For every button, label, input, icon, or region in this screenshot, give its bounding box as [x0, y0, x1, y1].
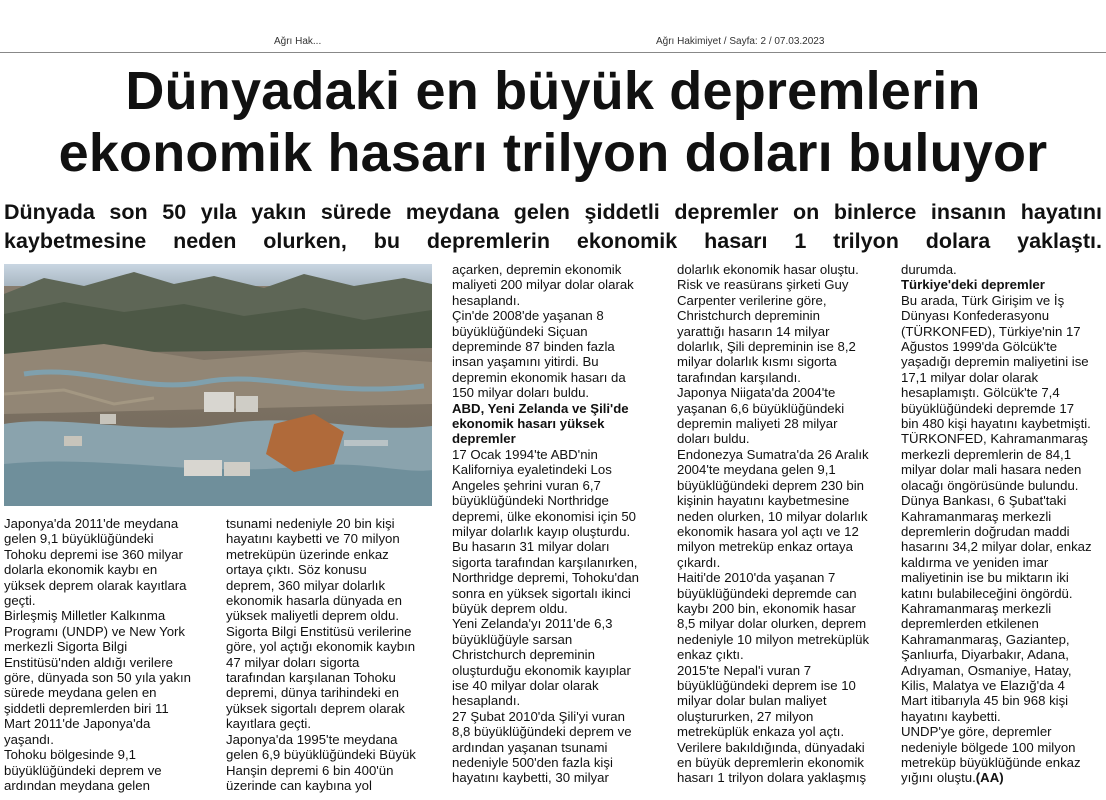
- article-line: metreküpün üzerinde enkaz: [226, 546, 389, 562]
- article-line: Kahramanmaraş, Gaziantep,: [901, 631, 1070, 647]
- article-line: yüksek deprem olarak kayıtlara: [4, 577, 187, 593]
- article-line: tsunami nedeniyle 20 bin kişi: [226, 516, 395, 531]
- headline: [2, 60, 1104, 184]
- article-line: Japonya'da 2011'de meydana: [4, 516, 179, 531]
- article-line: 17,1 milyar dolar olarak: [901, 369, 1039, 385]
- article-line: 8,8 büyüklüğündeki deprem ve: [452, 724, 632, 740]
- article-line: göre, dünyada son 50 yıla yakın: [4, 670, 191, 686]
- article-line: şiddetli depremlerden biri 11: [4, 700, 169, 716]
- article-line: neden olurken, 10 milyar dolarlık: [677, 508, 868, 524]
- article-line: dolarlık, Şili depreminin ise 8,2: [677, 339, 856, 355]
- article-line: yaşandı.: [4, 731, 54, 747]
- article-line: 2004'te meydana gelen 9,1: [677, 462, 836, 478]
- article-line: Bu hasarın 31 milyar doları: [452, 539, 610, 555]
- article-line: hayatını kaybetti ve 70 milyon: [226, 531, 400, 547]
- article-line: kaldırma ve yeniden imar: [901, 554, 1049, 570]
- article-line: yaşanan 6,6 büyüklüğündeki: [677, 400, 845, 416]
- article-line: milyar dolar bulan maliyet: [677, 693, 827, 709]
- article-line: milyar dolarlık kısmı sigorta: [677, 354, 837, 370]
- article-line: Christchurch depreminin: [452, 647, 595, 663]
- article-column-4: [677, 262, 882, 786]
- article-line: büyük deprem oldu.: [452, 600, 568, 616]
- article-line: Tohoku bölgesinde 9,1: [4, 747, 136, 763]
- article-line: büyüklüğündeki deprem ise 10: [677, 677, 856, 693]
- article-line: Adıyaman, Osmaniye, Hatay,: [901, 662, 1072, 678]
- article-line: dolarlık ekonomik hasar oluştu.: [677, 262, 859, 277]
- article-line: maliyeti 200 milyar dolar olarak: [452, 277, 634, 293]
- article-line: milyar dolar mali hasara neden: [901, 462, 1082, 478]
- article-line: ekonomik hasara yol açtı ve 12: [677, 523, 859, 539]
- article-line: 17 Ocak 1994'te ABD'nin: [452, 446, 598, 462]
- article-line: Mart itibarıyla 45 bin 968 kişi: [901, 693, 1069, 709]
- article-line: durumda.: [901, 262, 957, 277]
- article-line: ardından yaşanan tsunami: [452, 739, 608, 755]
- article-line: 27 Şubat 2010'da Şili'yi vuran: [452, 708, 625, 724]
- article-line: depremler: [452, 431, 516, 447]
- article-line: maliyetinin ise bu miktarın iki: [901, 570, 1069, 586]
- article-line: bin 480 kişi hayatını kaybetmişti.: [901, 416, 1091, 432]
- article-line: ekonomik hasarı yüksek: [452, 416, 605, 432]
- article-line: oluştururken, 27 milyon: [677, 708, 814, 724]
- aerial-tsunami-destruction-photo: [4, 264, 432, 506]
- article-line: sigorta tarafından karşılanırken,: [452, 554, 638, 570]
- article-line: üzerinde can kaybına yol: [226, 777, 372, 793]
- article-line: Christchurch depreminin: [677, 308, 820, 324]
- article-line: enkaz çıktı.: [677, 647, 744, 663]
- headline-line: ekonomik hasarı trilyon doları buluyor: [58, 123, 1048, 183]
- article-line: Enstitüsü'nden aldığı verilere: [4, 654, 173, 670]
- article-line: yüksek sigortalı deprem olarak: [226, 700, 405, 716]
- article-column-3: [452, 262, 657, 786]
- article-line: tarafından karşılandı.: [677, 369, 801, 385]
- article-line: TÜRKONFED, Kahramanmaraş: [901, 431, 1088, 447]
- article-line: hesaplandı.: [452, 292, 521, 308]
- article-line: ardından meydana gelen: [4, 777, 150, 793]
- article-line: en büyük depremlerin ekonomik: [677, 755, 864, 770]
- publication-info: Ağrı Hakimiyet / Sayfa: 2 / 07.03.2023: [656, 36, 825, 47]
- article-line: tarafından karşılanan Tohoku: [226, 670, 396, 686]
- article-line: Angeles şehrini vuran 6,7: [452, 477, 601, 493]
- article-line: Şanlıurfa, Diyarbakır, Adana,: [901, 647, 1069, 663]
- article-column-2: [226, 516, 436, 793]
- article-line: Mart 2011'de Japonya'da: [4, 716, 151, 732]
- article-line: gelen 9,1 büyüklüğündeki: [4, 531, 154, 547]
- subheadline-line: kaybetmesine neden olurken, bu depremlerin ekonomik hasarı 1 trilyon dolara yaklaştı.: [4, 229, 1102, 253]
- article-line: hasarı 1 trilyon dolara yaklaşmış: [677, 770, 867, 786]
- article-line: Risk ve reasürans şirketi Guy: [677, 277, 849, 293]
- article-line: büyüklüğündeki depremde 17: [901, 400, 1075, 416]
- article-line: çıkardı.: [677, 554, 721, 570]
- article-line: Programı (UNDP) ve New York: [4, 623, 186, 639]
- article-line: (TÜRKONFED), Türkiye'nin 17: [901, 323, 1081, 339]
- source-label: Ağrı Hak...: [274, 36, 322, 47]
- article-line: Haiti'de 2010'da yaşanan 7: [677, 570, 836, 586]
- article-line: depremi, ülke ekonomisi için 50: [452, 508, 636, 524]
- article-line: büyüklüğündeki depremde can: [677, 585, 857, 601]
- article-line: Bu arada, Türk Girişim ve İş: [901, 292, 1065, 308]
- article-line: ise 40 milyar dolar olarak: [452, 677, 599, 693]
- article-line: hayatını kaybetti.: [901, 708, 1001, 724]
- article-line: olacağı öngörüsünde bulundu.: [901, 477, 1079, 493]
- article-line: metreküplük enkaza yol açtı.: [677, 724, 845, 740]
- article-line: geçti.: [4, 593, 36, 609]
- article-line: depremlerin doğrudan maddi: [901, 523, 1070, 539]
- article-line: hayatını kaybetti, 30 milyar: [452, 770, 609, 786]
- article-line: yüksek maliyetli deprem oldu.: [226, 608, 399, 624]
- article-line: sonra en yüksek sigortalı ikinci: [452, 585, 631, 601]
- article-column-5: [901, 262, 1106, 786]
- article-line: depremi, dünya tarihindeki en: [226, 685, 400, 701]
- article-line: nedeniyle 10 milyon metreküplük: [677, 631, 870, 647]
- article-line: Kahramanmaraş merkezli: [901, 600, 1052, 616]
- article-line: hesaplandı.: [452, 693, 521, 709]
- article-line: büyüklüğündeki Siçuan: [452, 323, 588, 339]
- article-line: depremin maliyeti 28 milyar: [677, 416, 838, 432]
- article-line: doları buldu.: [677, 431, 750, 447]
- article-line: dolarla ekonomik kaybı en: [4, 562, 158, 578]
- article-line: merkezli depremlerin de 84,1: [901, 446, 1072, 462]
- article-line: Kahramanmaraş merkezli: [901, 508, 1052, 524]
- article-line: Hanşin depremi 6 bin 400'ün: [226, 762, 394, 778]
- news-agency-credit: (AA): [975, 770, 1004, 786]
- page-header: [0, 0, 1106, 52]
- article-line: hasarını 34,2 milyar dolar, enkaz: [901, 539, 1092, 555]
- header-divider: [0, 52, 1106, 53]
- article-line: Kaliforniya eyaletindeki Los: [452, 462, 612, 478]
- article-line: metreküp büyüklüğünde enkaz: [901, 755, 1081, 770]
- headline-line: Dünyadaki en büyük depremlerin: [125, 61, 981, 121]
- article-line: depremin ekonomik hasarı da: [452, 369, 626, 385]
- article-line: yarattığı hasarın 14 milyar: [677, 323, 830, 339]
- article-line: 150 milyar doları buldu.: [452, 385, 590, 401]
- article-line: büyüklüğündeki deprem ve: [4, 762, 162, 778]
- article-line: yığını oluştu.(AA): [901, 770, 1004, 786]
- article-line: nedeniyle 500'den fazla kişi: [452, 755, 613, 770]
- article-line: UNDP'ye göre, depremler: [901, 724, 1052, 740]
- article-line: deprem, 360 milyar dolarlık: [226, 577, 386, 593]
- article-line: depreminde 87 binden fazla: [452, 339, 615, 355]
- article-line: Birleşmiş Milletler Kalkınma: [4, 608, 166, 624]
- article-line: göre, yol açtığı ekonomik kaybın: [226, 639, 416, 655]
- article-line: Endonezya Sumatra'da 26 Aralık: [677, 446, 869, 462]
- article-line: kayıtlara geçti.: [226, 716, 312, 732]
- article-line: hesaplamıştı. Gölcük'te 7,4: [901, 385, 1060, 401]
- article-line: Yeni Zelanda'yı 2011'de 6,3: [452, 616, 613, 632]
- article-line: Japonya'da 1995'te meydana: [226, 731, 398, 747]
- article-line: Verilere bakıldığında, dünyadaki: [677, 739, 865, 755]
- article-line: Dünyası Konfederasyonu: [901, 308, 1050, 324]
- article-column-1: [4, 516, 204, 793]
- article-line: gelen 6,9 büyüklüğündeki Büyük: [226, 747, 416, 763]
- article-line: milyar dolarlık kayıp oluşturdu.: [452, 523, 631, 539]
- article-line: Ağustos 1999'da Gölcük'te: [901, 339, 1058, 355]
- article-line: kişinin hayatını kaybetmesine: [677, 493, 850, 509]
- article-line: Sigorta Bilgi Enstitüsü verilerine: [226, 623, 412, 639]
- article-line: ekonomik hasarla dünyada en: [226, 593, 402, 609]
- subheadline: [4, 198, 1102, 256]
- article-line: 47 milyar doları sigorta: [226, 654, 360, 670]
- article-line: açarken, depremin ekonomik: [452, 262, 622, 277]
- article-line: büyüklüğündeki Northridge: [452, 493, 609, 509]
- article-line: katını bulabileceğini öngördü.: [901, 585, 1073, 601]
- article-line: ABD, Yeni Zelanda ve Şili'de: [452, 400, 629, 416]
- article-line: Japonya Niigata'da 2004'te: [677, 385, 836, 401]
- article-line: 2015'te Nepal'i vuran 7: [677, 662, 812, 678]
- article-line: Dünya Bankası, 6 Şubat'taki: [901, 493, 1067, 509]
- article-line: oluşturduğu ekonomik kayıplar: [452, 662, 631, 678]
- article-line: Carpenter verilerine göre,: [677, 292, 827, 308]
- article-line: büyüklüğüyle sarsan: [452, 631, 573, 647]
- article-line: büyüklüğündeki deprem 230 bin: [677, 477, 864, 493]
- article-line: Northridge depremi, Tohoku'dan: [452, 570, 640, 586]
- subheadline-line: Dünyada son 50 yıla yakın sürede meydana gelen şiddetli depremler on binlerce insanın hayatını: [4, 200, 1102, 224]
- article-line: merkezli Sigorta Bilgi: [4, 639, 128, 655]
- article-line: depremlerden etkilenen: [901, 616, 1039, 632]
- article-line: kaybı 200 bin, ekonomik hasar: [677, 600, 856, 616]
- article-line: sürede meydana gelen en: [4, 685, 157, 701]
- article-line: ortaya çıktı. Söz konusu: [226, 562, 367, 578]
- article-line: Kilis, Malatya ve Elazığ'da 4: [901, 677, 1065, 693]
- article-line: Türkiye'deki depremler: [901, 277, 1045, 293]
- article-line: 8,5 milyar dolar olurken, deprem: [677, 616, 867, 632]
- article-line: Çin'de 2008'de yaşanan 8: [452, 308, 604, 324]
- article-line: milyon metreküp enkaz ortaya: [677, 539, 853, 555]
- article-line: insan yaşamını yitirdi. Bu: [452, 354, 599, 370]
- article-line: Tohoku depremi ise 360 milyar: [4, 546, 183, 562]
- article-line: nedeniyle bölgede 100 milyon: [901, 739, 1076, 755]
- article-line: yaşadığı depremin maliyetini ise: [901, 354, 1089, 370]
